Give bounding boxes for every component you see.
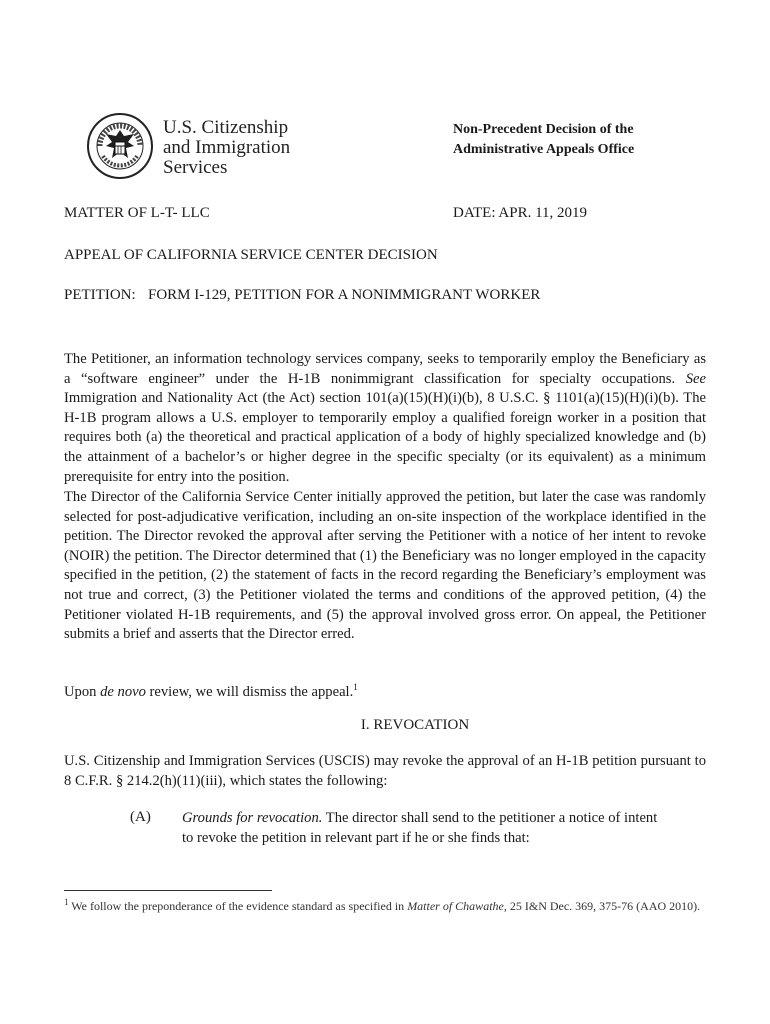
footnote-number: 1 [64,897,69,907]
dhs-seal-icon [86,112,154,180]
text-run: Immigration and Nationality Act (the Act) section 101(a)(15)(H)(i)(b), 8 U.S.C. § 1101(a)(15)(H)(i)(b). The H-1B program allows a U.S. employer to temporarily employ a qualified foreign worker in a position that requires both (a) the theoretical and practical application of a body of highly specialized knowledge and (b) the attainment of a bachelor’s or higher degree in the specific specialty (or its equivalent) as a minimum prerequisite for entry into the position. [64,390,706,485]
paragraph-review [64,683,706,703]
footnote-divider [64,890,272,891]
paragraph-uscis: U.S. Citizenship and Immigration Services (USCIS) may revoke the approval of an H-1B petition pursuant to 8 C.F.R. § 214.2(h)(11)(iii), which states the following: [64,753,706,789]
list-item-text [182,809,662,848]
footnote [64,898,706,914]
section-heading: I. REVOCATION [360,717,470,733]
decision-type [453,120,634,160]
text-run: We follow the preponderance of the evidence standard as specified in [68,899,408,913]
petition-value: FORM I-129, PETITION FOR A NONIMMIGRANT WORKER [148,287,541,303]
agency-line: and Immigration [163,137,291,158]
text-run: , 25 I&N Dec. 369, 375-76 (AAO 2010). [503,899,701,913]
text-run: The Petitioner, an information technology services company, seeks to temporarily employ the Beneficiary as a “software engineer” under the H-1B nonimmigrant classification for specialty occupations. [64,351,706,387]
text-run: The director shall send to the petitioner a notice of intent to revoke the petition in relevant part if he or she finds that: [182,810,658,846]
agency-name [163,118,290,178]
paragraph-intro [64,350,706,487]
italic-grounds: Grounds for revocation. [182,810,323,826]
decision-line: Non-Precedent Decision of the [453,122,634,137]
paragraph-director: The Director of the California Service Center initially approved the petition, but later the case was randomly selected for post-adjudicative verification, including an on-site inspection of the workplace identified in the petition. The Director revoked the approval after serving the Petitioner with a notice of her intent to revoke (NOIR) the petition. The Director determined that (1) the Beneficiary was no longer employed in the capacity specified in the petition, (2) the statement of facts in the record regarding the Beneficiary’s employment was not true and correct, (3) the Petitioner violated the terms and conditions of the approved petition, (4) the Petitioner violated H-1B requirements, and (5) the approval involved gross error. On appeal, the Petitioner submits a brief and asserts that the Director erred. [64,489,706,643]
decision-date: DATE: APR. 11, 2019 [453,205,588,221]
italic-case-name: Matter of Chawathe [407,899,504,913]
agency-line: U.S. Citizenship [163,117,289,138]
text-run: Upon [64,684,101,700]
text-run: review, we will dismiss the appeal. [145,684,354,700]
agency-line: Services [163,157,228,178]
matter-title: MATTER OF L-T- LLC [64,205,210,221]
italic-see: See [685,370,706,387]
footnote-ref[interactable]: 1 [353,682,358,693]
appeal-title: APPEAL OF CALIFORNIA SERVICE CENTER DECISION [64,247,438,263]
decision-line: Administrative Appeals Office [453,142,635,157]
italic-de-novo: de novo [100,684,146,700]
list-item-label: (A) [130,809,151,825]
petition-label: PETITION: [64,287,136,303]
